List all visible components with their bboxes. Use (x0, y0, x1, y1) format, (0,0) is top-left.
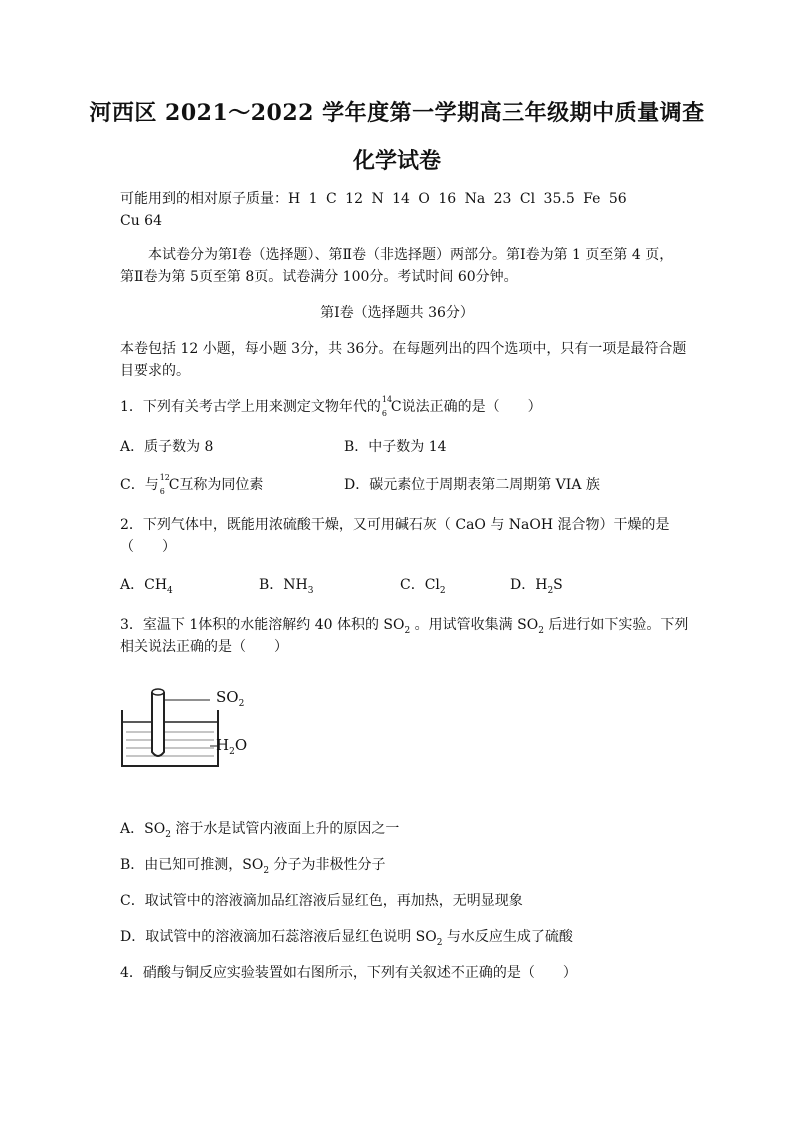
fig-so2-sub: 2 (238, 699, 245, 709)
q3-apparatus-figure (118, 676, 278, 776)
q2-b-sub: 3 (307, 585, 314, 596)
q3-a-sub: 2 (165, 829, 171, 840)
atomic-masses-line1: 可能用到的相对原子质量：H 1 C 12 N 14 O 16 Na 23 Cl 35.5 Fe 56 (120, 191, 627, 207)
intro-line2: 第Ⅱ卷为第 5页至第 8页。试卷满分 100分。考试时间 60分钟。 (120, 269, 518, 285)
fig-h2o-sub: 2 (229, 747, 235, 757)
q1-c-element: C (168, 477, 180, 493)
q1-option-c (120, 474, 263, 496)
q3-stem-post: 后进行如下实验。下列 (543, 617, 689, 633)
intro-line1: 本试卷分为第Ⅰ卷（选择题）、第Ⅱ卷（非选择题）两部分。第Ⅰ卷为第 1 页至第 4 页， (148, 247, 674, 263)
section1-desc-line1: 本卷包括 12 小题，每小题 3分，共 36分。在每题列出的四个选项中，只有一项是最符合题 (120, 341, 687, 357)
q2-a-text: A．CH (120, 577, 168, 593)
q1-c-atomic-number: 6 (159, 487, 165, 496)
fig-so2-text: SO (216, 688, 239, 706)
q2-c-text: C．Cl (400, 577, 440, 593)
figure-label-so2 (216, 688, 245, 709)
q1-c-isotope (159, 473, 170, 496)
figure-label-h2o (216, 736, 248, 757)
test-tube-top (152, 689, 164, 695)
q3-b-post: 分子为非极性分子 (269, 857, 386, 873)
exam-subtitle: 化学试卷 (352, 148, 441, 174)
q3-stem-mid: 。用试管收集满 SO (410, 617, 539, 633)
q4-stem: 4．硝酸与铜反应实验装置如右图所示，下列有关叙述不正确的是（ ） (120, 965, 577, 981)
test-tube (152, 692, 164, 756)
q3-d-post: 与水反应生成了硫酸 (442, 929, 573, 945)
q2-b-text: B．NH (259, 577, 308, 593)
q1-mass-number: 14 (381, 395, 393, 404)
q1-c-post: 互称为同位素 (179, 477, 264, 493)
q1-isotope (381, 395, 393, 418)
exam-title: 河西区 2021～2022 学年度第一学期高三年级期中质量调查 (89, 100, 705, 126)
q2-a-sub: 4 (167, 585, 173, 596)
section1-heading: 第Ⅰ卷（选择题共 36分） (320, 305, 474, 321)
q2-c-sub: 2 (439, 585, 446, 596)
q1-stem (120, 396, 542, 418)
q3-b-pre: B．由已知可推测，SO (120, 857, 264, 873)
q3-stem-sub2: 2 (538, 625, 544, 636)
q3-option-a (120, 818, 399, 840)
q1-c-mass-number: 12 (159, 473, 170, 482)
q2-option-b (259, 574, 313, 596)
atomic-masses-line2: Cu 64 (120, 213, 162, 229)
q3-stem-pre: 3．室温下 1体积的水能溶解约 40 体积的 SO (120, 617, 405, 633)
q1-option-a: A．质子数为 8 (120, 439, 214, 455)
fig-h2o-post: O (234, 736, 248, 754)
q1-atomic-number: 6 (381, 409, 387, 418)
trough-outline (122, 710, 218, 766)
q1-element: C (390, 399, 402, 415)
q2-option-a (120, 574, 173, 596)
q3-option-c: C．取试管中的溶液滴加品红溶液后显红色，再加热，无明显现象 (120, 893, 523, 909)
q2-stem-line2: （ ） (120, 539, 176, 555)
q3-stem-line2: 相关说法正确的是（ ） (120, 639, 288, 655)
q1-stem-post: 说法正确的是（ ） (401, 399, 542, 415)
q2-d-post: S (553, 577, 563, 593)
q3-option-b (120, 854, 386, 876)
q2-d-sub: 2 (547, 585, 554, 596)
q3-d-pre: D．取试管中的溶液滴加石蕊溶液后显红色说明 SO (120, 929, 437, 945)
q3-stem-line1 (120, 614, 688, 636)
q1-c-pre: C．与 (120, 477, 159, 493)
q1-option-d: D．碳元素位于周期表第二周期第 VIA 族 (344, 477, 600, 493)
q3-a-pre: A．SO (120, 821, 166, 837)
section1-desc-line2: 目要求的。 (120, 363, 190, 379)
q3-b-sub: 2 (263, 865, 270, 876)
q1-option-b: B．中子数为 14 (344, 439, 447, 455)
q3-stem-sub1: 2 (404, 625, 411, 636)
q3-a-post: 溶于水是试管内液面上升的原因之一 (170, 821, 400, 837)
q2-stem-line1: 2．下列气体中，既能用浓硫酸干燥，又可用碱石灰（ CaO 与 NaOH 混合物）干燥的是 (120, 517, 670, 533)
q2-option-c (400, 574, 446, 596)
q3-option-d (120, 926, 573, 948)
q3-d-sub: 2 (436, 937, 443, 948)
q2-d-text: D．H (510, 577, 548, 593)
q2-option-d (510, 574, 563, 596)
fig-h2o-text: H (216, 736, 230, 754)
water-hatch (126, 732, 214, 756)
q1-stem-pre: 1．下列有关考古学上用来测定文物年代的 (120, 399, 381, 415)
